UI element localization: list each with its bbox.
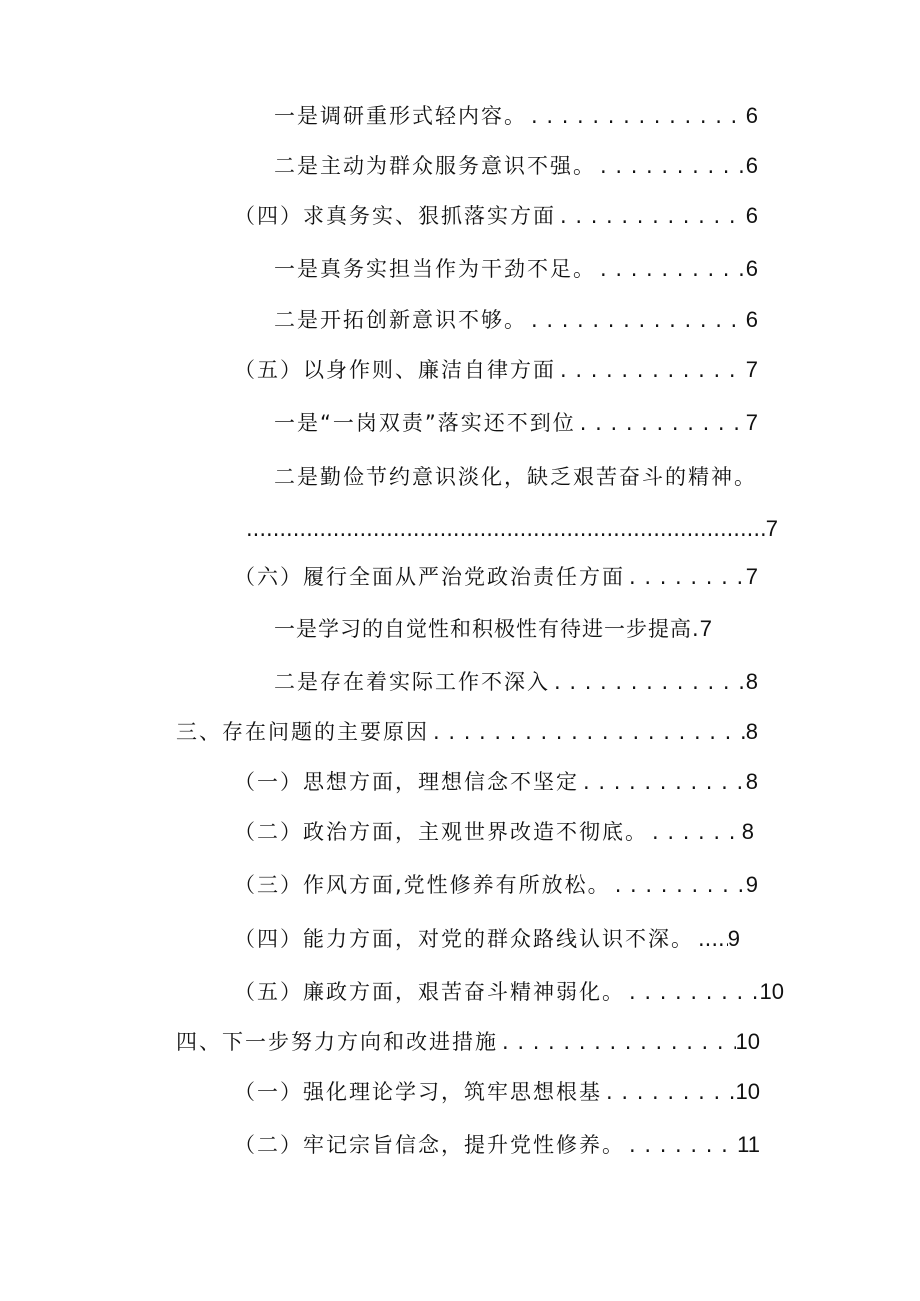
- toc-entry[interactable]: [234, 975, 784, 1009]
- toc-page-number: 6: [745, 203, 758, 228]
- toc-entry-title: 一是真务实担当作为干劲不足。: [274, 257, 596, 281]
- toc-entry[interactable]: [274, 406, 758, 440]
- toc-entry[interactable]: [234, 765, 758, 799]
- toc-leader: [527, 303, 746, 337]
- toc-entry-title: 三、存在问题的主要原因: [176, 720, 429, 744]
- toc-entry-title: 一是“一岗双责”落实还不到位: [274, 411, 576, 435]
- toc-page-number: 8: [745, 669, 758, 694]
- toc-entry-title: （一）强化理论学习，筑牢思想根基: [234, 1080, 602, 1104]
- toc-entry[interactable]: [176, 715, 758, 749]
- toc-entry-title: （四）求真务实、狠抓落实方面: [234, 204, 556, 228]
- toc-entry-title: （五）以身作则、廉洁自律方面: [234, 358, 556, 382]
- toc-leader: [625, 1128, 737, 1162]
- toc-leader: [596, 252, 746, 286]
- toc-entry[interactable]: [274, 303, 758, 337]
- toc-entry-title: （一）思想方面，理想信念不坚定: [234, 770, 579, 794]
- toc-page-number: 7: [699, 616, 712, 641]
- toc-entry-title: （四）能力方面，对党的群众路线认识不深。: [234, 927, 694, 951]
- toc-leader: [527, 99, 746, 133]
- toc-page-number: 10: [735, 1029, 760, 1054]
- toc-leader: [611, 868, 746, 902]
- toc-entry-title: （二）政治方面，主观世界改造不彻底。: [234, 820, 648, 844]
- toc-entry-title: 一是学习的自觉性和积极性有待进一步提高.: [274, 617, 700, 641]
- toc-page-number: 6: [745, 153, 758, 178]
- toc-page-number: 10: [735, 1079, 760, 1104]
- toc-entry[interactable]: [274, 252, 758, 286]
- toc-page-number: 9: [727, 926, 740, 951]
- toc-leader: [602, 1075, 736, 1109]
- toc-page-number: 6: [745, 307, 758, 332]
- toc-entry-title: 二是勤俭节约意识淡化，缺乏艰苦奋斗的精神。: [274, 465, 757, 489]
- toc-leader: [429, 715, 746, 749]
- toc-entry[interactable]: [234, 1128, 760, 1162]
- toc-page-number: 8: [741, 819, 754, 844]
- toc-leader: [576, 406, 746, 440]
- toc-entry-title: 二是存在着实际工作不深入: [274, 670, 550, 694]
- toc-entry-title: （三）作风方面,党性修养有所放松。: [234, 873, 611, 897]
- toc-leader: [596, 149, 746, 183]
- toc-leader: [498, 1025, 736, 1059]
- toc-page-number: 6: [745, 256, 758, 281]
- toc-leader: [556, 353, 746, 387]
- toc-leader: [648, 815, 742, 849]
- toc-entry[interactable]: [274, 149, 758, 183]
- toc-page-number: 7: [745, 357, 758, 382]
- toc-page-number: 8: [745, 769, 758, 794]
- toc-page-number: 7: [765, 516, 778, 541]
- toc-entry-title: 一是调研重形式轻内容。: [274, 104, 527, 128]
- toc-entry[interactable]: [234, 922, 740, 956]
- toc-leader: [579, 765, 746, 799]
- toc-page-number: 11: [737, 1132, 760, 1157]
- toc-entry[interactable]: [234, 560, 758, 594]
- toc-entry[interactable]: [274, 665, 758, 699]
- toc-leader: [625, 975, 760, 1009]
- toc-entry-title: 四、下一步努力方向和改进措施: [176, 1030, 498, 1054]
- toc-entry[interactable]: [234, 868, 758, 902]
- toc-page-number: 9: [745, 872, 758, 897]
- toc-leader: [550, 665, 746, 699]
- toc-entry-continuation[interactable]: [246, 512, 778, 546]
- toc-entry[interactable]: [274, 99, 758, 133]
- toc-page-number: 7: [745, 410, 758, 435]
- toc-entry-title: 二是主动为群众服务意识不强。: [274, 154, 596, 178]
- toc-entry[interactable]: [234, 199, 758, 233]
- toc-leader: [246, 512, 766, 546]
- toc-leader: [625, 560, 746, 594]
- toc-entry-title: （五）廉政方面，艰苦奋斗精神弱化。: [234, 980, 625, 1004]
- toc-entry[interactable]: [176, 1025, 760, 1059]
- toc-entry[interactable]: [274, 612, 758, 646]
- toc-page-number: 8: [745, 719, 758, 744]
- toc-entry-title: （六）履行全面从严治党政治责任方面: [234, 565, 625, 589]
- toc-leader: [694, 922, 728, 956]
- toc-entry-title: （二）牢记宗旨信念，提升党性修养。: [234, 1133, 625, 1157]
- toc-entry[interactable]: [234, 353, 758, 387]
- toc-entry[interactable]: [274, 460, 774, 494]
- toc-leader: [556, 199, 746, 233]
- toc-page-number: 10: [759, 979, 784, 1004]
- toc-entry[interactable]: [234, 815, 754, 849]
- toc-page-number: 7: [745, 564, 758, 589]
- toc-page-number: 6: [745, 103, 758, 128]
- toc-entry-title: 二是开拓创新意识不够。: [274, 308, 527, 332]
- toc-entry[interactable]: [234, 1075, 760, 1109]
